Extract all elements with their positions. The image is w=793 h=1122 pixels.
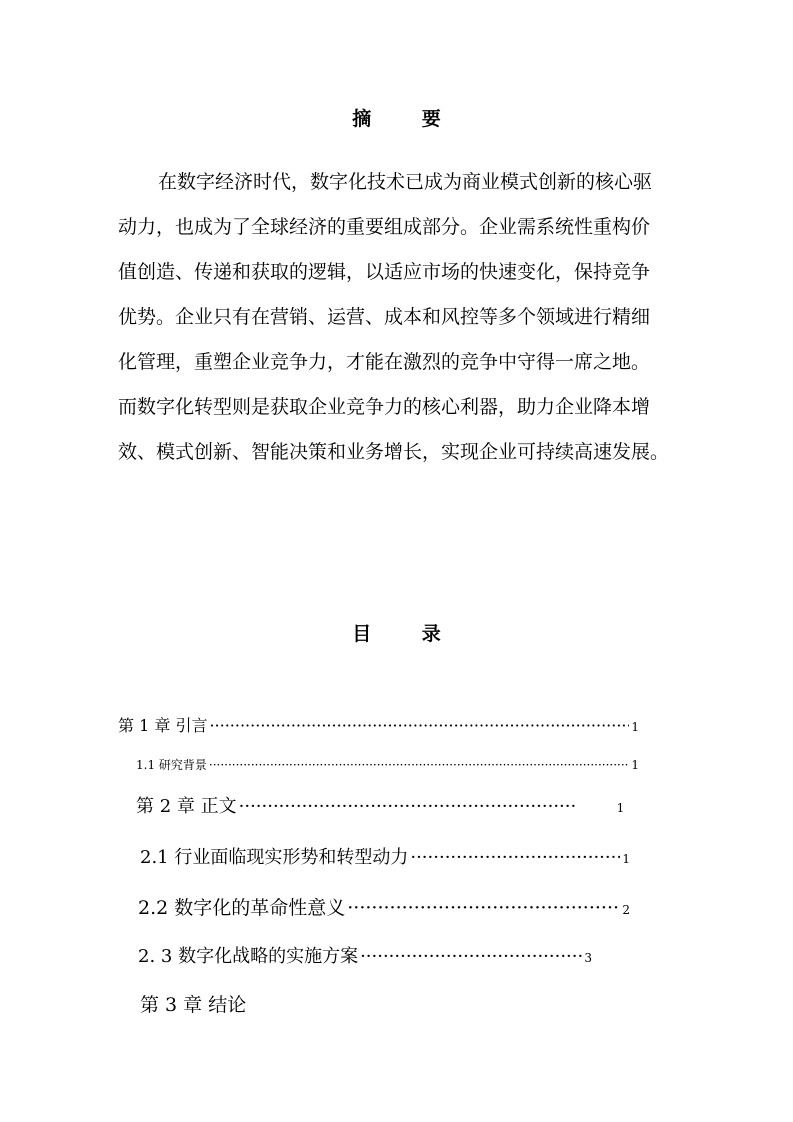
toc-leader-dots [347, 897, 620, 919]
toc-entry-label: 第 3 章 结论 [140, 994, 247, 1016]
abstract-body [118, 160, 678, 475]
toc-entry-label: 2. 3 数字化战略的实施方案 [138, 946, 359, 967]
toc-leader-dots [410, 847, 620, 868]
toc-leader-dots [239, 796, 575, 817]
toc-leader-dots [360, 946, 582, 967]
abstract-line: 而数字化转型则是获取企业竞争力的核心利器，助力企业降本增 [118, 396, 651, 418]
abstract-line: 值创造、传递和获取的逻辑，以适应市场的快速变化，保持竞争 [118, 261, 651, 283]
toc-leader-dots [209, 716, 629, 735]
toc-entry-page: 3 [584, 951, 592, 965]
toc-entry-label: 2.1 行业面临现实形势和转型动力 [140, 847, 409, 868]
toc-entry-chapter-3[interactable] [140, 990, 246, 1017]
toc-entry-page: 2 [622, 903, 630, 917]
toc-entry-label: 第 1 章 引言 [118, 716, 208, 735]
toc-entry-page: 1 [622, 852, 630, 866]
toc-entry-page: 1 [631, 720, 639, 734]
abstract-title: 摘 要 [352, 108, 463, 130]
toc-leader-dots [209, 758, 629, 772]
toc-entry-page: 1 [616, 801, 625, 815]
abstract-line: 在数字经济时代，数字化技术已成为商业模式创新的核心驱 [158, 171, 653, 193]
abstract-line: 效、模式创新、智能决策和业务增长，实现企业可持续高速发展。 [118, 441, 670, 463]
toc-entry-chapter-1[interactable] [118, 713, 639, 736]
toc-entry-page: 1 [631, 758, 639, 772]
toc-entry-label: 第 2 章 正文 [136, 796, 237, 817]
abstract-line: 动力，也成为了全球经济的重要组成部分。企业需系统性重构价 [118, 216, 651, 238]
toc-entry-1-1[interactable] [136, 756, 639, 773]
toc-title: 目 录 [352, 623, 463, 645]
toc-entry-2-2[interactable] [138, 893, 630, 920]
abstract-line: 化管理，重塑企业竞争力，才能在激烈的竞争中守得一席之地。 [118, 351, 651, 373]
abstract-line: 优势。企业只有在营销、运营、成本和风控等多个领域进行精细 [118, 306, 651, 328]
toc-entry-2-1[interactable] [140, 843, 630, 869]
toc-entry-label: 1.1 研究背景 [136, 758, 207, 772]
toc-entry-label: 2.2 数字化的革命性意义 [138, 897, 346, 919]
toc-entry-chapter-2[interactable] [136, 792, 630, 818]
toc-entry-2-3[interactable] [138, 942, 592, 968]
